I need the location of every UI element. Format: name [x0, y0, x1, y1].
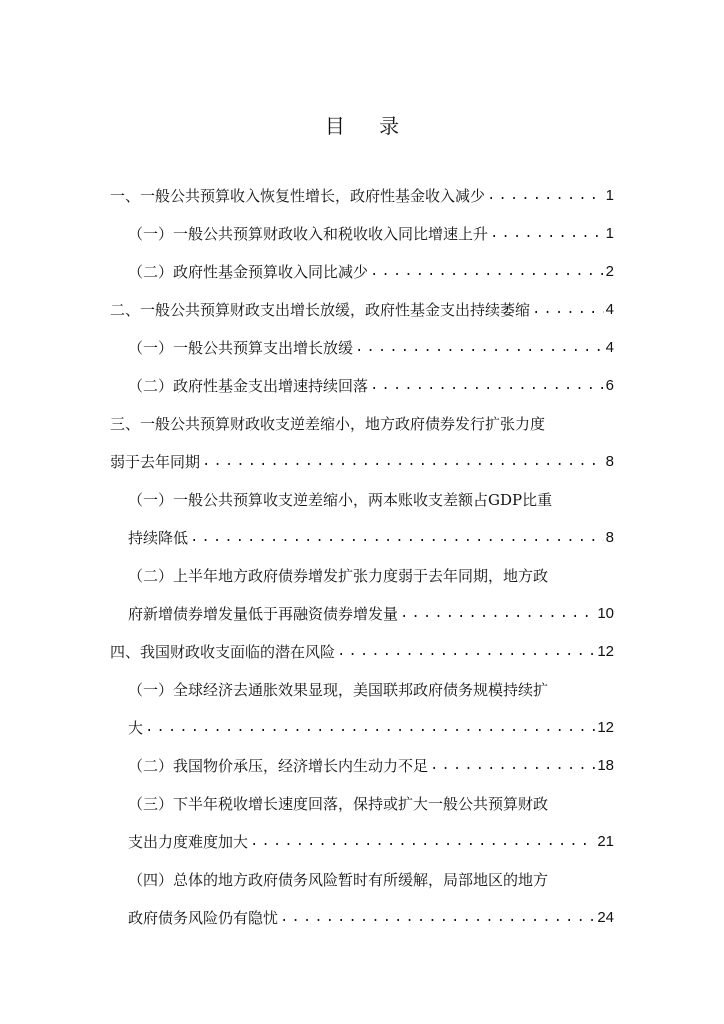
- toc-entry[interactable]: [128, 486, 614, 510]
- toc-page-number: 4: [605, 339, 614, 356]
- toc-leader-dots: [337, 642, 595, 662]
- toc-leader-dots: [145, 718, 595, 738]
- toc-leader-dots: [487, 186, 604, 206]
- toc-leader-dots: [202, 452, 604, 472]
- toc-leader-dots: [490, 224, 604, 244]
- toc-entry[interactable]: [128, 904, 614, 928]
- toc-entry-text: （二）上半年地方政府债券增发扩张力度弱于去年同期，地方政: [128, 567, 549, 585]
- toc-leader-dots: [355, 338, 604, 358]
- toc-page-number: 8: [605, 529, 614, 546]
- toc-entry[interactable]: [128, 866, 614, 890]
- toc-leader-dots: [532, 300, 604, 320]
- toc-entry[interactable]: [128, 372, 614, 396]
- toc-page-number: 24: [597, 909, 614, 926]
- toc-entry-text: （三）下半年税收增长速度回落，保持或扩大一般公共预算财政: [128, 795, 549, 813]
- toc-entry-text: 一、一般公共预算收入恢复性增长，政府性基金收入减少: [110, 187, 486, 205]
- toc-entry-text: （一）全球经济去通胀效果显现，美国联邦政府债务规模持续扩: [128, 681, 549, 699]
- toc-entry-text: 持续降低: [128, 529, 189, 547]
- toc-entry[interactable]: [128, 828, 614, 852]
- toc-page-number: 21: [597, 833, 614, 850]
- toc-entry-text: （二）政府性基金预算收入同比减少: [128, 263, 369, 281]
- toc-entry[interactable]: [128, 524, 614, 548]
- toc-entry-text: （一）一般公共预算收支逆差缩小，两本账收支差额占GDP比重: [128, 491, 553, 509]
- toc-entry-text: 弱于去年同期: [110, 453, 201, 471]
- toc-entry-text: 二、一般公共预算财政支出增长放缓，政府性基金支出持续萎缩: [110, 301, 531, 319]
- toc-page-number: 12: [597, 643, 614, 660]
- toc-entry-text: 支出力度难度加大: [128, 833, 249, 851]
- toc-page-number: 12: [597, 719, 614, 736]
- toc-entry[interactable]: [110, 182, 614, 206]
- toc-entry[interactable]: [128, 714, 614, 738]
- toc-entry-text: （一）一般公共预算财政收入和税收收入同比增速上升: [128, 225, 489, 243]
- toc-entry-text: （一）一般公共预算支出增长放缓: [128, 339, 354, 357]
- toc-entry-text: （四）总体的地方政府债务风险暂时有所缓解，局部地区的地方: [128, 871, 549, 889]
- toc-page-number: 1: [605, 187, 614, 204]
- toc-entry[interactable]: [128, 600, 614, 624]
- toc-entry-text: 四、我国财政收支面临的潜在风险: [110, 643, 336, 661]
- toc-entry-text: 府新增债券增发量低于再融资债券增发量: [128, 605, 399, 623]
- toc-page-number: 4: [605, 301, 614, 318]
- toc-entry[interactable]: [128, 790, 614, 814]
- toc-entry[interactable]: [110, 296, 614, 320]
- toc-entry-text: 大: [128, 719, 144, 737]
- toc-leader-dots: [250, 832, 595, 852]
- toc-entry[interactable]: [128, 562, 614, 586]
- toc-leader-dots: [370, 376, 604, 396]
- toc-entry[interactable]: [128, 334, 614, 358]
- toc-page-number: 6: [605, 377, 614, 394]
- toc-entry[interactable]: [110, 410, 614, 434]
- toc-page-number: 8: [605, 453, 614, 470]
- toc-entry[interactable]: [128, 752, 614, 776]
- toc-entry-text: 政府债务风险仍有隐忧: [128, 909, 279, 927]
- toc-entry[interactable]: [128, 220, 614, 244]
- toc-entry[interactable]: [110, 448, 614, 472]
- toc-page-number: 10: [597, 605, 614, 622]
- toc-entry-text: （二）政府性基金支出增速持续回落: [128, 377, 369, 395]
- toc-leader-dots: [400, 604, 595, 624]
- toc-entry-text: 三、一般公共预算财政收支逆差缩小，地方政府债券发行扩张力度: [110, 415, 546, 433]
- toc-entry[interactable]: [128, 676, 614, 700]
- toc-leader-dots: [430, 756, 595, 776]
- toc-page-number: 18: [597, 757, 614, 774]
- toc-title: 目 录: [324, 114, 414, 138]
- toc-entry-text: （二）我国物价承压，经济增长内生动力不足: [128, 757, 429, 775]
- toc-page-number: 1: [605, 225, 614, 242]
- toc-entry[interactable]: [110, 638, 614, 662]
- toc-leader-dots: [190, 528, 604, 548]
- toc-page-number: 2: [605, 263, 614, 280]
- toc-leader-dots: [370, 262, 604, 282]
- toc-entry[interactable]: [128, 258, 614, 282]
- toc-leader-dots: [280, 908, 595, 928]
